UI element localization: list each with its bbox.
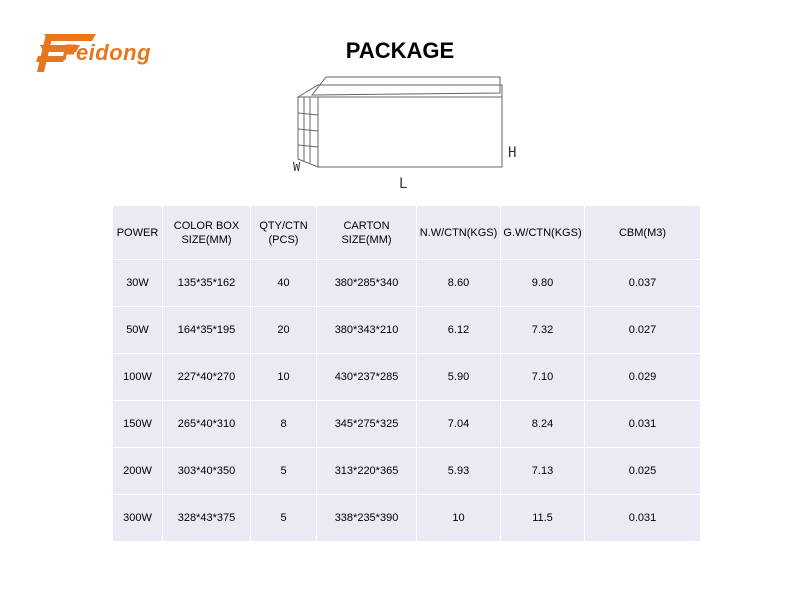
cell-nw: 10 <box>417 495 501 542</box>
cell-qty: 5 <box>251 448 317 495</box>
cell-gw: 7.32 <box>501 307 585 354</box>
cell-carton-size: 345*275*325 <box>317 401 417 448</box>
cell-color-box-size: 265*40*310 <box>163 401 251 448</box>
cell-color-box-size: 164*35*195 <box>163 307 251 354</box>
cell-qty: 8 <box>251 401 317 448</box>
table-row <box>113 448 701 495</box>
cell-carton-size: 338*235*390 <box>317 495 417 542</box>
header-qty-ctn: QTY/CTN (PCS) <box>251 206 317 260</box>
cell-power: 150W <box>113 401 163 448</box>
cell-qty: 5 <box>251 495 317 542</box>
cell-color-box-size: 135*35*162 <box>163 260 251 307</box>
cell-nw: 5.90 <box>417 354 501 401</box>
header-cbm: CBM(M3) <box>585 206 701 260</box>
table-header-row <box>113 206 701 260</box>
package-spec-table <box>112 205 701 542</box>
cell-cbm: 0.025 <box>585 448 701 495</box>
cell-qty: 20 <box>251 307 317 354</box>
cell-cbm: 0.029 <box>585 354 701 401</box>
cell-cbm: 0.037 <box>585 260 701 307</box>
table-row <box>113 354 701 401</box>
cell-nw: 7.04 <box>417 401 501 448</box>
cell-carton-size: 380*343*210 <box>317 307 417 354</box>
header-power: POWER <box>113 206 163 260</box>
cell-nw: 6.12 <box>417 307 501 354</box>
header-carton-size: CARTON SIZE(MM) <box>317 206 417 260</box>
page-title: PACKAGE <box>345 38 455 63</box>
carton-box-diagram <box>290 75 530 195</box>
cell-qty: 40 <box>251 260 317 307</box>
cell-color-box-size: 328*43*375 <box>163 495 251 542</box>
cell-carton-size: 430*237*285 <box>317 354 417 401</box>
cell-power: 200W <box>113 448 163 495</box>
cell-color-box-size: 227*40*270 <box>163 354 251 401</box>
cell-color-box-size: 303*40*350 <box>163 448 251 495</box>
cell-gw: 7.13 <box>501 448 585 495</box>
cell-gw: 11.5 <box>501 495 585 542</box>
cell-qty: 10 <box>251 354 317 401</box>
dimension-w-label: W <box>293 160 301 174</box>
cell-power: 100W <box>113 354 163 401</box>
cell-cbm: 0.027 <box>585 307 701 354</box>
logo-text: Feidong <box>62 40 152 65</box>
cell-nw: 5.93 <box>417 448 501 495</box>
cell-gw: 9.80 <box>501 260 585 307</box>
cell-cbm: 0.031 <box>585 495 701 542</box>
dimension-h-label: H <box>508 145 517 161</box>
cell-cbm: 0.031 <box>585 401 701 448</box>
cell-gw: 8.24 <box>501 401 585 448</box>
cell-carton-size: 380*285*340 <box>317 260 417 307</box>
cell-power: 300W <box>113 495 163 542</box>
cell-power: 30W <box>113 260 163 307</box>
cell-gw: 7.10 <box>501 354 585 401</box>
header-nw-ctn: N.W/CTN(KGS) <box>417 206 501 260</box>
cell-power: 50W <box>113 307 163 354</box>
table-row <box>113 260 701 307</box>
cell-carton-size: 313*220*365 <box>317 448 417 495</box>
header-color-box-size: COLOR BOX SIZE(MM) <box>163 206 251 260</box>
table-row <box>113 401 701 448</box>
table-row <box>113 495 701 542</box>
table-row <box>113 307 701 354</box>
cell-nw: 8.60 <box>417 260 501 307</box>
dimension-l-label: L <box>399 176 408 192</box>
header-gw-ctn: G.W/CTN(KGS) <box>501 206 585 260</box>
